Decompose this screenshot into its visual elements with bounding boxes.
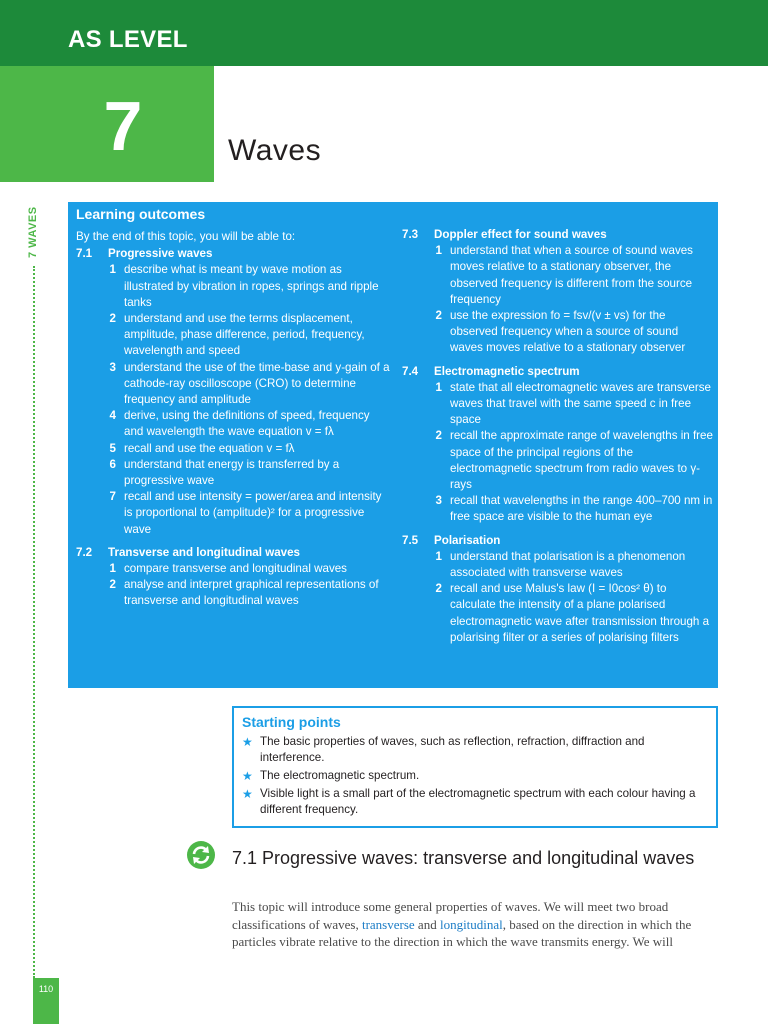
- outcome-section-number: 7.1: [76, 247, 93, 261]
- outcome-section-number: 7.2: [76, 545, 93, 559]
- outcome-item-text: compare transverse and longitudinal waves: [124, 562, 347, 576]
- outcome-item-number: 1: [109, 263, 116, 277]
- outcome-item-text: understand that polarisation is a phenomenon associated with transverse waves: [450, 549, 686, 580]
- outcome-item-number: 6: [109, 457, 116, 471]
- outcome-item-text: understand that energy is transferred by a progressive wave: [124, 457, 340, 488]
- outcome-item-text: recall and use the equation v = fλ: [124, 441, 295, 455]
- outcome-section-title: Polarisation: [434, 533, 501, 547]
- outcome-item-number: 2: [109, 578, 116, 592]
- outcome-section: [76, 545, 392, 610]
- outcome-item-number: 2: [435, 309, 442, 323]
- outcome-item-number: 7: [109, 490, 116, 504]
- outcome-item-text: recall the approximate range of wavelengths in free space of the principal regions of the electromagnetic spectrum from radio waves to γ-rays: [450, 429, 713, 492]
- starting-point-text: Visible light is a small part of the electromagnetic spectrum with each colour having a different frequency.: [260, 787, 696, 816]
- outcome-item-text: understand that when a source of sound waves moves relative to a stationary observer, the observed frequency is different from the source frequency: [450, 244, 693, 306]
- outcome-item-number: 2: [435, 582, 442, 596]
- outcome-item-text: state that all electromagnetic waves are transverse waves that travel with the same speed c in free space: [450, 380, 711, 427]
- outcome-section: [76, 246, 392, 538]
- page-number-tab: [33, 978, 59, 1024]
- starting-point-text: The basic properties of waves, such as reflection, refraction, diffraction and interference.: [260, 735, 645, 764]
- star-icon: ★: [242, 735, 253, 749]
- outcome-item-number: 2: [109, 312, 116, 326]
- starting-point-item: [242, 734, 708, 766]
- outcome-item-number: 3: [435, 494, 442, 508]
- starting-point-item: [242, 786, 708, 818]
- outcome-section-number: 7.4: [402, 364, 419, 378]
- outcome-item-text: recall and use intensity = power/area and intensity is proportional to (amplitude)² for a progressive wave: [124, 490, 382, 536]
- outcome-item: [402, 428, 714, 493]
- level-title: AS LEVEL: [68, 26, 188, 53]
- outcome-item: [402, 308, 714, 357]
- outcome-item-number: 4: [109, 409, 116, 423]
- starting-points-list: [242, 734, 708, 818]
- outcome-item: [402, 380, 714, 429]
- outcome-item-text: describe what is meant by wave motion as illustrated by vibration in ropes, springs and ripple tanks: [124, 263, 379, 309]
- keyword-longitudinal: longitudinal: [439, 916, 503, 932]
- star-icon: ★: [242, 769, 253, 783]
- outcome-item-text: understand the use of the time-base and y-gain of a cathode-ray oscilloscope (CRO) to determine frequency and amplitude: [124, 360, 390, 407]
- outcome-item-number: 1: [109, 562, 116, 576]
- outcome-item-number: 2: [435, 429, 442, 443]
- outcome-section: [402, 533, 714, 646]
- keyword-transverse: transverse: [361, 916, 415, 932]
- body-text-part: , based on the direction in which the particles vibrate relative to the direction in which the wave transmits energy. We will: [232, 916, 692, 949]
- outcome-item: [76, 577, 392, 609]
- chapter-number: 7: [103, 87, 143, 165]
- outcome-item-number: 5: [109, 441, 116, 455]
- learning-outcomes-box: [68, 202, 718, 688]
- outcome-item: [402, 549, 714, 581]
- outcome-item-number: 3: [109, 360, 116, 374]
- outcome-item: [402, 581, 714, 646]
- outcome-section-heading: [76, 545, 392, 561]
- outcome-section-heading: [402, 227, 714, 243]
- outcome-section-heading: [402, 533, 714, 549]
- section-title: 7.1 Progressive waves: transverse and longitudinal waves: [232, 848, 695, 868]
- outcome-section-title: Progressive waves: [108, 247, 213, 261]
- learning-outcomes-heading: Learning outcomes: [76, 206, 206, 222]
- starting-points-box: [232, 706, 718, 828]
- body-text-part: This topic will introduce some general properties of waves. We will meet two broad classifications of waves,: [232, 899, 669, 932]
- chapter-title: Waves: [228, 134, 322, 167]
- outcome-section: [402, 364, 714, 526]
- outcome-item: [76, 561, 392, 577]
- outcome-section-title: Doppler effect for sound waves: [434, 228, 607, 241]
- outcome-section-number: 7.3: [402, 228, 419, 241]
- outcome-item-text: recall and use Malus's law (I = I0cos² θ) to calculate the intensity of a plane polarised electromagnetic wave after transmission through a polarising filter or a series of polarising filters: [450, 582, 710, 644]
- outcome-item-text: analyse and interpret graphical representations of transverse and longitudinal waves: [124, 578, 379, 608]
- outcome-item-text: recall that wavelengths in the range 400–700 nm in free space are visible to the human eye: [450, 494, 713, 524]
- starting-points-heading: Starting points: [242, 714, 341, 730]
- outcome-item-text: use the expression fo = fsv/(v ± vs) for the observed frequency when a source of sound waves moves relative to a stationary observer: [450, 309, 686, 355]
- outcome-item: [76, 311, 392, 360]
- outcome-item: [402, 493, 714, 525]
- outcome-section-title: Electromagnetic spectrum: [434, 364, 580, 378]
- star-icon: ★: [242, 787, 253, 801]
- starting-point-text: The electromagnetic spectrum.: [260, 769, 420, 782]
- side-dotted-rule: [33, 266, 35, 978]
- outcome-section-heading: [76, 246, 392, 262]
- outcome-item-number: 1: [435, 549, 442, 563]
- outcome-section-number: 7.5: [402, 533, 419, 547]
- section-body-text: [232, 898, 720, 951]
- outcome-item: [76, 262, 392, 311]
- outcome-item: [76, 457, 392, 489]
- page-number: 110: [38, 984, 54, 994]
- learning-outcomes-intro: By the end of this topic, you will be able to:: [76, 230, 296, 243]
- outcome-item-text: derive, using the definitions of speed, frequency and wavelength the wave equation v = fλ: [124, 409, 370, 439]
- outcome-item: [76, 441, 392, 457]
- outcome-section-title: Transverse and longitudinal waves: [108, 545, 301, 559]
- outcome-item-number: 1: [435, 380, 442, 394]
- starting-point-item: [242, 768, 708, 784]
- outcome-item-number: 1: [435, 244, 442, 258]
- outcome-item: [402, 243, 714, 308]
- outcome-section: [402, 227, 714, 357]
- outcome-item: [76, 360, 392, 409]
- section-arrow-icon: [186, 840, 216, 870]
- body-text-part: and: [414, 916, 440, 932]
- outcome-item-text: understand and use the terms displacement, amplitude, phase difference, period, frequency, wavelength and speed: [124, 312, 365, 358]
- chapter-number-block: [0, 66, 214, 182]
- outcome-item: [76, 408, 392, 440]
- side-chapter-label: 7 WAVES: [27, 206, 39, 258]
- learning-outcomes-right-column: [402, 227, 714, 653]
- outcome-section-heading: [402, 364, 714, 380]
- outcome-item: [76, 489, 392, 538]
- learning-outcomes-left-column: [76, 229, 392, 617]
